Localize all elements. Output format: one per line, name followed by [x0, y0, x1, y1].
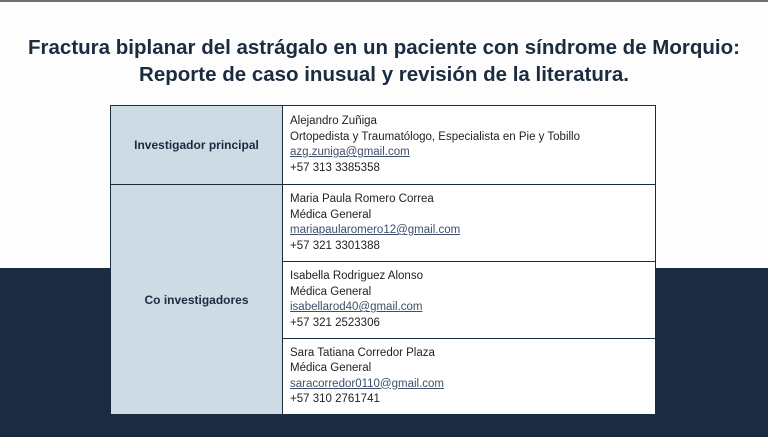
person-name: Alejandro Zuñiga — [290, 115, 377, 127]
person-name: Isabella Rodriguez Alonso — [290, 270, 423, 282]
top-border — [0, 0, 768, 2]
table-row-principal — [111, 106, 656, 185]
person-cell-co-2 — [283, 262, 656, 339]
person-phone: +57 313 3385358 — [290, 161, 380, 174]
person-email-link[interactable]: mariapaularomero12@gmail.com — [290, 224, 461, 236]
investigators-table — [110, 105, 656, 415]
person-phone: +57 310 2761741 — [290, 393, 380, 405]
title-line-2: Reporte de caso inusual y revisión de la literatura. — [139, 63, 629, 86]
person-cell-co-1 — [283, 185, 656, 262]
role-cell-principal: Investigador principal — [111, 106, 283, 185]
title-line-1: Fractura biplanar del astrágalo en un paciente con síndrome de Morquio: — [28, 36, 740, 59]
person-email-link[interactable]: azg.zuniga@gmail.com — [290, 146, 410, 158]
person-cell-principal — [283, 106, 656, 185]
person-phone: +57 321 3301388 — [290, 239, 380, 252]
role-cell-co-investigators: Co investigadores — [111, 185, 283, 415]
person-name: Sara Tatiana Corredor Plaza — [290, 346, 435, 359]
person-email-link[interactable]: saracorredor0110@gmail.com — [290, 377, 444, 390]
person-phone: +57 321 2523306 — [290, 316, 380, 329]
person-position: Ortopedista y Traumatólogo, Especialista en Pie y Tobillo — [290, 130, 580, 143]
person-email-link[interactable]: isabellarod40@gmail.com — [290, 301, 423, 313]
page-title — [0, 34, 768, 88]
person-name: Maria Paula Romero Correa — [290, 193, 434, 205]
person-position: Médica General — [290, 285, 372, 298]
person-position: Médica General — [290, 362, 372, 374]
table-row-co-1 — [111, 185, 656, 262]
person-cell-co-3 — [283, 339, 656, 415]
person-position: Médica General — [290, 208, 372, 221]
